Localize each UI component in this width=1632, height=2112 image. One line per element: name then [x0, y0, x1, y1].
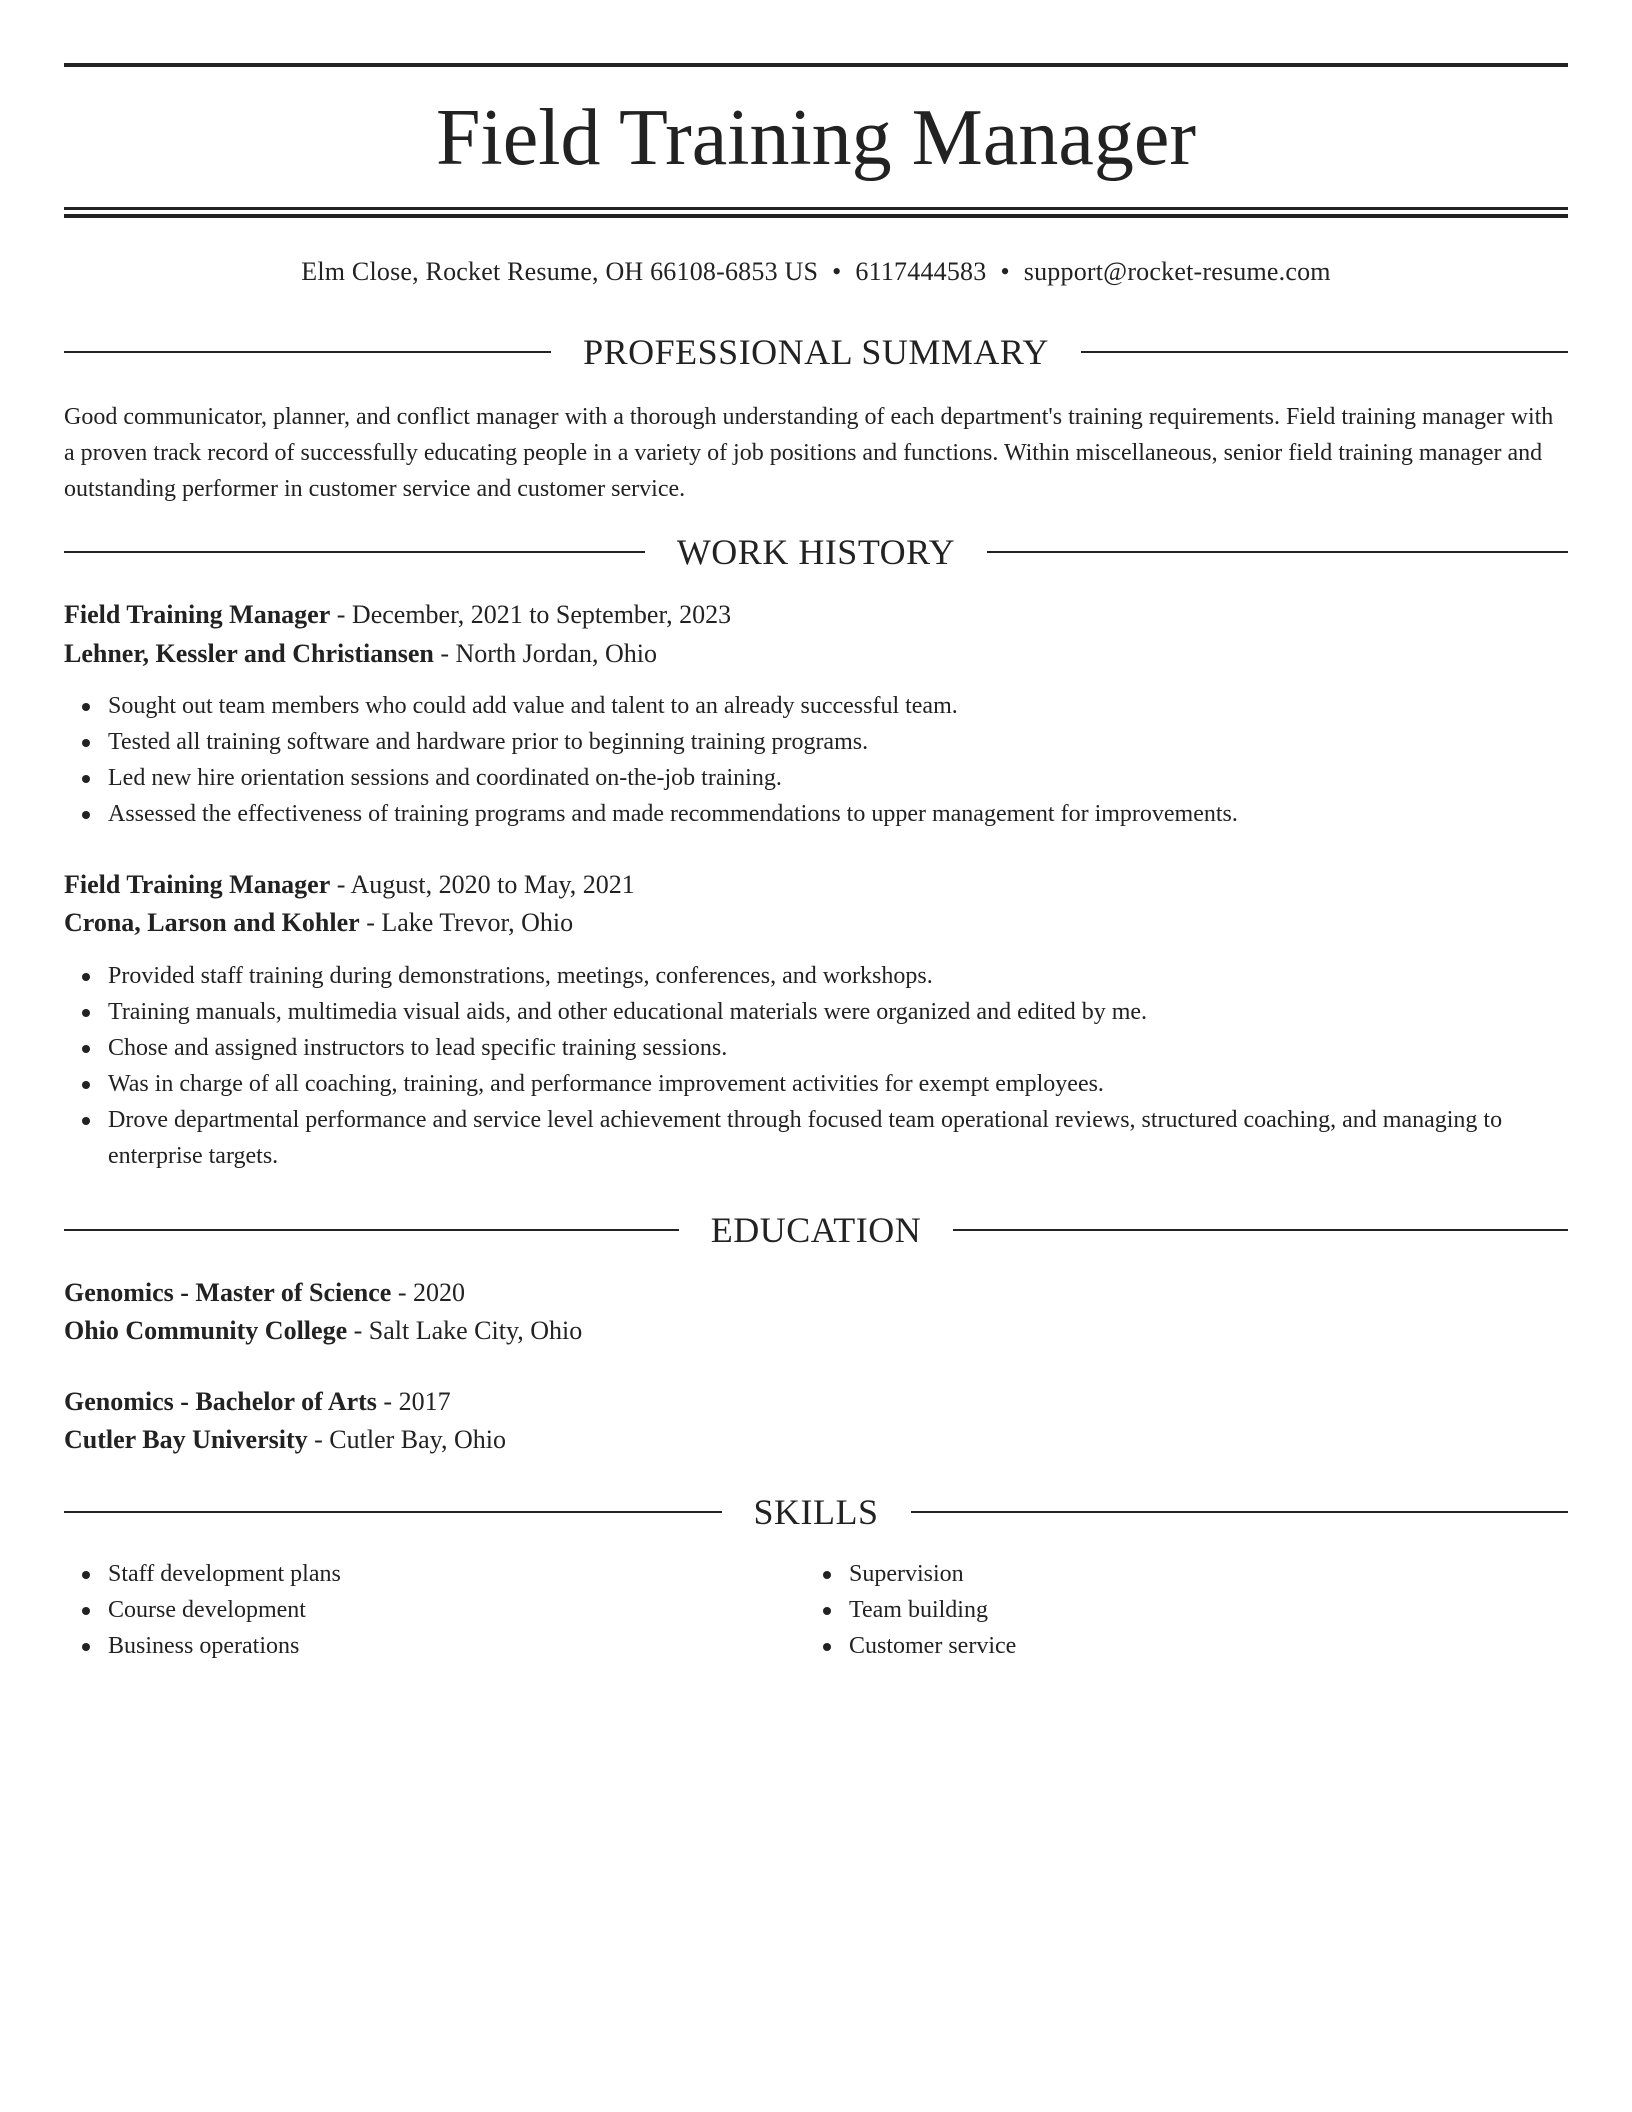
job-company-line — [64, 904, 1568, 942]
skill-item: Staff development plans — [108, 1556, 764, 1592]
heading-rule-right — [1081, 351, 1568, 353]
heading-rule-right — [987, 551, 1568, 553]
education-year: - 2020 — [391, 1278, 465, 1307]
heading-rule-left — [64, 351, 551, 353]
summary-text: Good communicator, planner, and conflict manager with a thorough understanding of each department's training requirements. Field training manager with a proven track record of successfully educating people in a variety of job positions and functions. Within miscellaneous, senior field training manager and outstanding performer in customer service and customer service. — [64, 404, 1554, 502]
skill-item: Course development — [108, 1592, 764, 1628]
heading-rule-right — [953, 1229, 1568, 1231]
job-company: Lehner, Kessler and Christiansen — [64, 639, 434, 668]
education-school: Cutler Bay University — [64, 1425, 308, 1454]
job-bullet: Sought out team members who could add value and talent to an already successful team. — [108, 688, 1568, 724]
job-bullet: Led new hire orientation sessions and coordinated on-the-job training. — [108, 760, 1568, 796]
job-location: - Lake Trevor, Ohio — [359, 908, 574, 937]
job-company: Crona, Larson and Kohler — [64, 908, 360, 937]
job-bullets — [64, 958, 1568, 1174]
heading-rule-left — [64, 1229, 679, 1231]
skills-list-right — [805, 1556, 1505, 1664]
section-title: SKILLS — [753, 1492, 879, 1532]
job-bullet: Training manuals, multimedia visual aids, and other educational materials were organized and edited by me. — [108, 994, 1568, 1030]
skills-list-left — [64, 1556, 764, 1664]
heading-rule-right — [911, 1511, 1569, 1513]
contact-line — [64, 254, 1568, 290]
education-school: Ohio Community College — [64, 1316, 348, 1345]
education-location: - Cutler Bay, Ohio — [307, 1425, 506, 1454]
job-role: Field Training Manager — [64, 600, 331, 629]
contact-separator: • — [832, 257, 842, 286]
section-heading-education — [64, 1208, 1568, 1252]
education-degree: Genomics - Bachelor of Arts — [64, 1387, 377, 1416]
job-dates: - December, 2021 to September, 2023 — [330, 600, 732, 629]
skill-item: Business operations — [108, 1628, 764, 1664]
job-dates: - August, 2020 to May, 2021 — [330, 870, 635, 899]
top-rule — [64, 63, 1568, 67]
job-title-line — [64, 866, 1568, 904]
job-company-line — [64, 635, 1568, 673]
resume-title: Field Training Manager — [436, 94, 1196, 182]
job-bullet: Was in charge of all coaching, training, and performance improvement activities for exempt employees. — [108, 1066, 1568, 1102]
job-title-line — [64, 596, 1568, 634]
education-school-line — [64, 1312, 1568, 1350]
job-location: - North Jordan, Ohio — [433, 639, 657, 668]
skill-item: Customer service — [849, 1628, 1505, 1664]
contact-address: Elm Close, Rocket Resume, OH 66108-6853 US — [301, 257, 819, 286]
section-heading-summary — [64, 330, 1568, 374]
contact-phone: 6117444583 — [855, 257, 987, 286]
education-degree: Genomics - Master of Science — [64, 1278, 392, 1307]
education-school-line — [64, 1421, 1568, 1459]
job-bullet: Tested all training software and hardware prior to beginning training programs. — [108, 724, 1568, 760]
job-bullet: Provided staff training during demonstrations, meetings, conferences, and workshops. — [108, 958, 1568, 994]
job-role: Field Training Manager — [64, 870, 331, 899]
skill-item: Team building — [849, 1592, 1505, 1628]
section-heading-work — [64, 530, 1568, 574]
education-degree-line — [64, 1383, 1568, 1421]
job-bullet: Assessed the effectiveness of training programs and made recommendations to upper management for improvements. — [108, 796, 1568, 832]
section-title: WORK HISTORY — [676, 532, 956, 572]
job-bullet: Chose and assigned instructors to lead specific training sessions. — [108, 1030, 1568, 1066]
contact-separator: • — [1000, 257, 1010, 286]
heading-rule-left — [64, 551, 645, 553]
education-location: - Salt Lake City, Ohio — [347, 1316, 583, 1345]
section-title: PROFESSIONAL SUMMARY — [583, 332, 1049, 372]
contact-email: support@rocket-resume.com — [1023, 257, 1331, 286]
education-year: - 2017 — [376, 1387, 451, 1416]
heading-rule-left — [64, 1511, 722, 1513]
title-double-rule — [64, 207, 1568, 218]
job-bullets — [64, 688, 1568, 832]
education-degree-line — [64, 1274, 1568, 1312]
skill-item: Supervision — [849, 1556, 1505, 1592]
section-title: EDUCATION — [710, 1210, 922, 1250]
job-bullet: Drove departmental performance and service level achievement through focused team operational reviews, structured coaching, and managing to enterprise targets. — [108, 1102, 1568, 1174]
section-heading-skills — [64, 1490, 1568, 1534]
